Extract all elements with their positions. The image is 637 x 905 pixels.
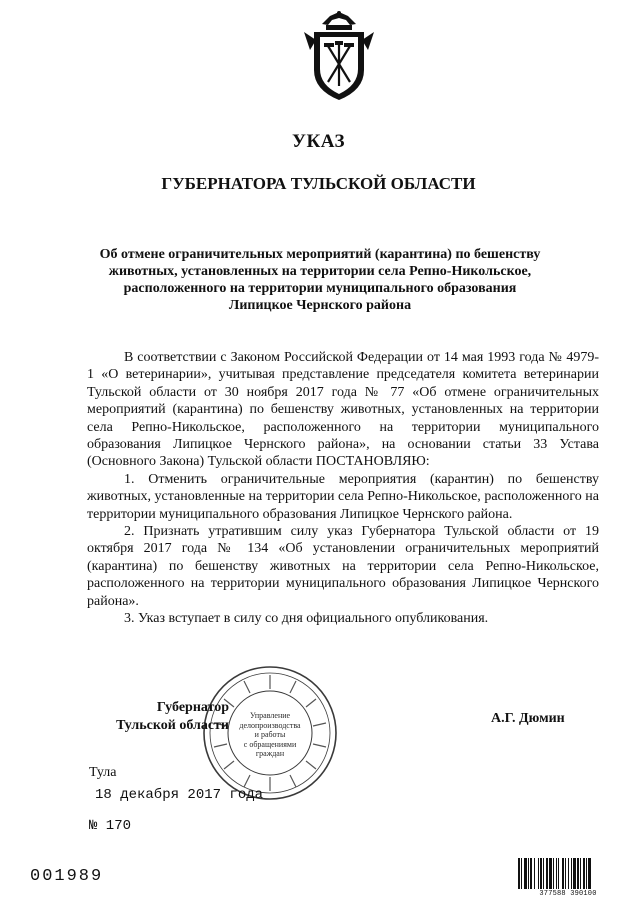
preamble-paragraph: В соответствии с Законом Российской Федерации от 14 мая 1993 года № 4979-1 «О ветеринарии», учитывая представление председателя комитета ветеринарии Тульской области от 30 ноября 2017 года № 77 «Об отмене ограничительных мероприятий (карантина) по бешенству животных, установленных на территории села Репно-Никольское, расположенного на территории муниципального образования Липицкое Чернского района», на основании статьи 33 Устава (Основного Закона) Тульской области ПОСТАНОВЛЯЮ: bbox=[87, 350, 599, 470]
stamp-line: Управление bbox=[249, 711, 291, 720]
subject-line: Об отмене ограничительных мероприятий (карантина) по бешенству bbox=[99, 247, 541, 262]
barcode-digits: 377588 390100 bbox=[517, 890, 619, 898]
document-subject bbox=[80, 246, 560, 314]
signatory-name: А.Г. Дюмин bbox=[491, 711, 565, 726]
tula-coat-of-arms-icon bbox=[300, 10, 378, 104]
document-type: УКАЗ bbox=[292, 131, 345, 152]
stamp-line: с обращениями bbox=[243, 739, 297, 749]
signatory-position bbox=[94, 699, 229, 735]
stamp-line: делопроизводства bbox=[239, 720, 301, 730]
subject-line: Липицкое Чернского района bbox=[228, 298, 412, 313]
decree-number: № 170 bbox=[89, 818, 132, 834]
stamp-line: и работы bbox=[254, 730, 286, 739]
clause-1: 1. Отменить ограничительные мероприятия (карантин) по бешенству животных, установленные на территории села Репно-Никольское, расположенного на территории муниципального образования Липицкое Чернского района. bbox=[87, 471, 599, 522]
issue-place: Тула bbox=[89, 765, 117, 780]
stamp-inner-text bbox=[223, 711, 317, 759]
document-issuer: ГУБЕРНАТОРА ТУЛЬСКОЙ ОБЛАСТИ bbox=[161, 174, 476, 193]
signatory-position-line: Губернатор bbox=[156, 700, 229, 715]
document-body bbox=[87, 349, 599, 628]
clause-3: 3. Указ вступает в силу со дня официального опубликования. bbox=[124, 611, 489, 627]
clause-2: 2. Признать утратившим силу указ Губернатора Тульской области от 19 октября 2017 года № 134 «Об установлении ограничительных мероприятий (карантина) по бешенству животных на территории села Репно-Никольское, расположенного на территории муниципального образования Липицкое Чернского района». bbox=[87, 524, 599, 609]
serial-number: 001989 bbox=[30, 867, 104, 886]
subject-line: животных, установленных на территории села Репно-Никольское, bbox=[108, 264, 532, 279]
issue-date: 18 декабря 2017 года bbox=[95, 787, 264, 803]
signatory-position-line: Тульской области bbox=[116, 718, 229, 733]
stamp-line: граждан bbox=[255, 749, 285, 758]
subject-line: расположенного на территории муниципального образования bbox=[123, 281, 517, 296]
